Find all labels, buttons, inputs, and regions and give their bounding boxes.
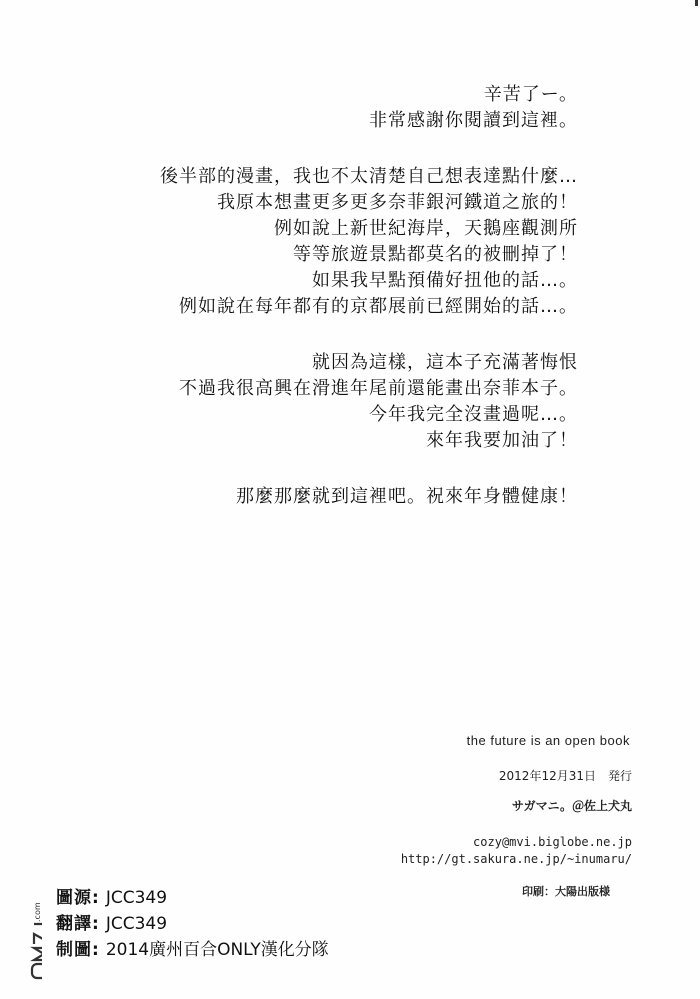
credit-row: [56, 937, 329, 963]
afterword-line: 那麼那麼就到這裡吧。祝來年身體健康！: [236, 486, 578, 507]
afterword-line: 後半部的漫畫，我也不太清楚自己想表達點什麼…: [160, 166, 578, 187]
circle-author: サガマニ。＠佐上犬丸: [511, 799, 632, 813]
afterword-line: 來年我要加油了！: [426, 430, 578, 451]
publish-date: 2012年12月31日 発行: [498, 769, 632, 783]
credit-row: [56, 885, 329, 911]
colophon: [280, 733, 640, 898]
svg-text:.com: .com: [33, 902, 42, 922]
afterword-line: 如果我早點預備好扭他的話…。: [312, 270, 578, 291]
afterword-line: 我原本想畫更多更多奈菲銀河鐵道之旅的！: [217, 192, 578, 213]
credit-value: 2014廣州百合ONLY漢化分隊: [105, 940, 329, 960]
contact-email: cozy@mvi.biglobe.ne.jp: [473, 835, 632, 849]
credit-value: JCC349: [105, 888, 168, 908]
credit-label: 制圖:: [56, 940, 100, 960]
afterword-line: 今年我完全沒畫過呢…。: [369, 404, 578, 425]
paragraph-gap: [98, 134, 578, 164]
credit-label: 翻譯:: [56, 914, 100, 934]
afterword-line: 非常感謝你閱讀到這裡。: [369, 110, 578, 131]
paragraph-gap: [98, 454, 578, 484]
watermark-logo-graphic: [2, 882, 42, 982]
book-title: the future is an open book: [466, 733, 630, 748]
scan-corner-mark: [695, 0, 698, 6]
credit-value: JCC349: [105, 914, 168, 934]
afterword-line: 例如說上新世紀海岸，天鵝座觀測所: [274, 218, 578, 239]
afterword-line: 例如說在每年都有的京都展前已經開始的話…。: [179, 296, 578, 317]
afterword-line: 不過我很高興在滑進年尾前還能畫出奈菲本子。: [179, 378, 578, 399]
dmzj-logo-icon: [2, 882, 42, 982]
printer-credit: 印刷：大陽出版様: [522, 885, 610, 898]
paragraph-gap: [98, 320, 578, 350]
afterword-line: 就因為這樣，這本子充滿著悔恨: [312, 352, 578, 373]
website-url: http://gt.sakura.ne.jp/~inumaru/: [400, 852, 632, 866]
afterword-text: [98, 82, 578, 510]
credit-row: [56, 911, 329, 937]
afterword-line: 等等旅遊景點都莫名的被刪掉了！: [293, 244, 578, 265]
afterword-line: 辛苦了ー。: [483, 84, 578, 105]
credit-label: 圖源:: [56, 888, 100, 908]
scanlation-credits: [56, 885, 329, 963]
